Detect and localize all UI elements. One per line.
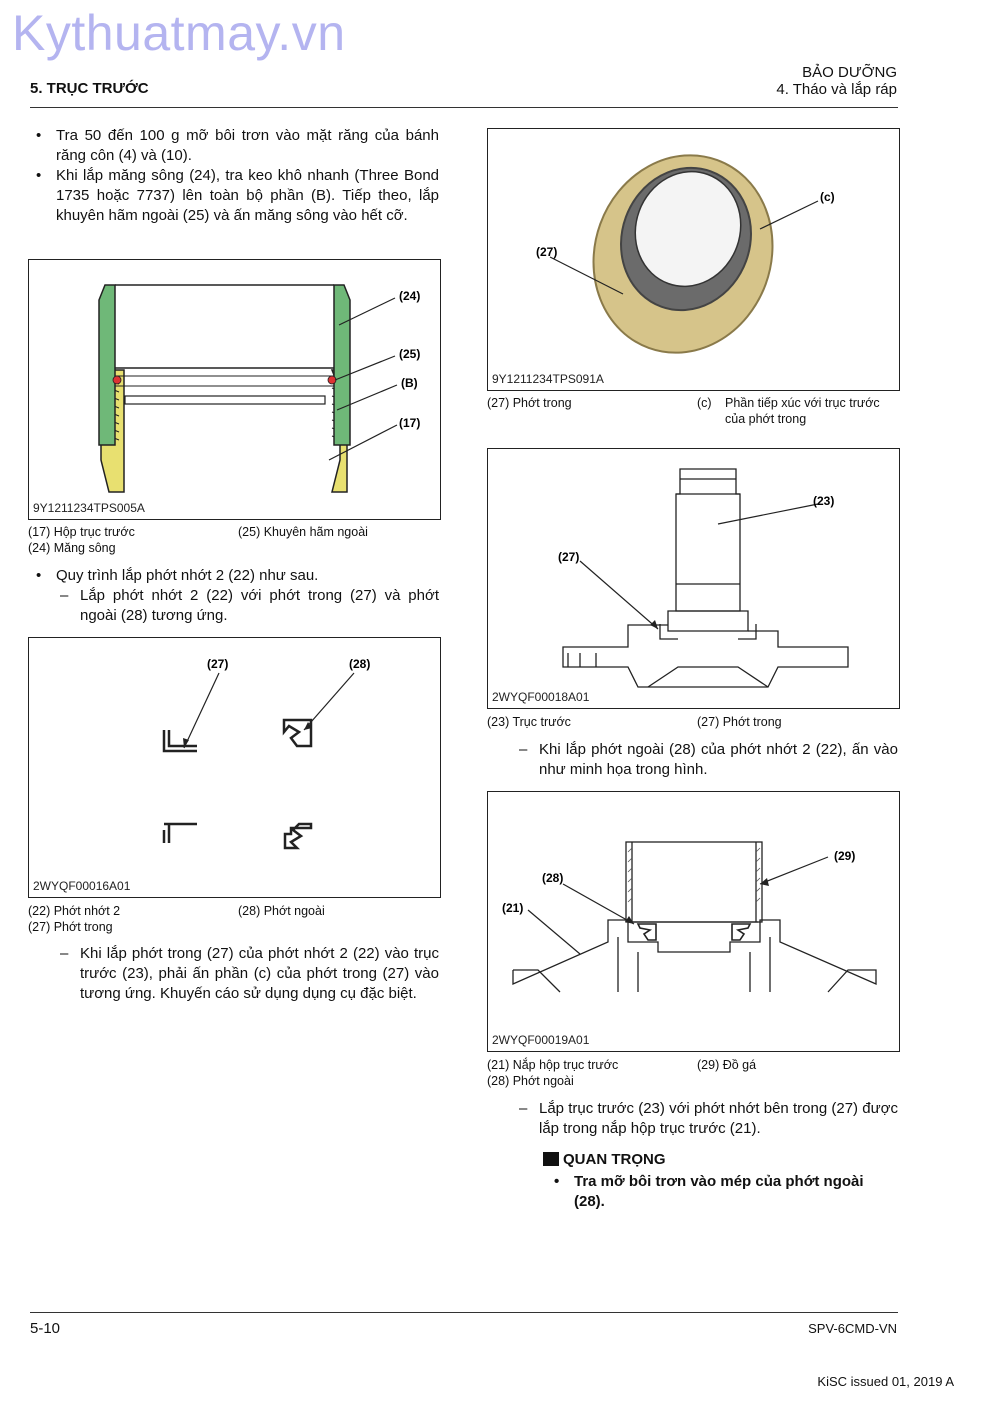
subchapter-title: 4. Tháo và lắp ráp [776, 81, 897, 98]
label-24: (24) [399, 289, 421, 303]
bullet-list-1 [30, 126, 439, 226]
label-28: (28) [349, 657, 371, 671]
bullet-item: • Khi lắp măng sông (24), tra keo khô nhanh (Three Bond 1735 hoặc 7737) lên toàn bộ phần (B). Tiếp theo, lắp khuyên hãm ngoài (25) và ấn măng sông vào hết cỡ. [36, 167, 439, 224]
dash-item: – Lắp trục trước (23) với phớt nhớt bên trong (27) được lắp trong nắp hộp trục trước (21). [519, 1100, 898, 1137]
issue-info: KiSC issued 01, 2019 A [817, 1374, 954, 1389]
caption-23: (23) Trục trước [487, 715, 571, 729]
document-code: SPV-6CMD-VN [808, 1321, 897, 1336]
outer-seal-install-diagram [488, 792, 899, 1051]
front-axle-diagram [488, 449, 899, 708]
important-bullet: • Tra mỡ bôi trơn vào mép của phớt ngoài (28). [554, 1173, 864, 1210]
header-rule [30, 107, 898, 108]
sleeve-diagram [29, 260, 440, 519]
label-23: (23) [813, 494, 835, 508]
dash-item-3 [513, 740, 898, 780]
bullet-item: • Quy trình lắp phớt nhớt 2 (22) như sau. [36, 567, 319, 584]
bullet-item: • Tra 50 đến 100 g mỡ bôi trơn vào mặt răng của bánh răng côn (4) và (10). [36, 127, 439, 164]
inner-seal-photo [488, 129, 899, 390]
dash-item: – Khi lắp phớt trong (27) của phớt nhớt 2 (22) vào trục trước (23), phải ấn phần (c) của phớt trong (27) vào tương ứng. Khuyến cáo sử dụng dụng cụ đặc biệt. [60, 945, 439, 1002]
label-17: (17) [399, 416, 421, 430]
figure-sleeve-assembly [28, 259, 441, 520]
caption-27: (27) Phớt trong [697, 715, 782, 729]
page-number: 5-10 [30, 1320, 61, 1337]
caption-22: (22) Phớt nhớt 2 [28, 904, 121, 918]
caption-17: (17) Hộp trục trước [28, 525, 135, 539]
watermark: Kythuatmay.vn [12, 5, 346, 61]
caption-c-key: (c) [697, 396, 712, 410]
figure-code: 2WYQF00016A01 [33, 879, 131, 893]
section-title: 5. TRỤC TRƯỚC [30, 80, 149, 97]
figure-code: 2WYQF00019A01 [492, 1033, 590, 1047]
figure-code: 9Y1211234TPS091A [492, 372, 604, 386]
caption-27: (27) Phớt trong [487, 396, 572, 410]
label-25: (25) [399, 347, 421, 361]
dash-item: – Lắp phớt nhớt 2 (22) với phớt trong (27) và phớt ngoài (28) tương ứng. [60, 587, 439, 624]
figure-outer-seal-install [487, 791, 900, 1052]
important-icon [543, 1152, 559, 1166]
dash-item: – Khi lắp phớt ngoài (28) của phớt nhớt 2 (22), ấn vào như minh họa trong hình. [519, 741, 898, 778]
label-b: (B) [401, 376, 418, 390]
figure-code: 2WYQF00018A01 [492, 690, 590, 704]
important-item [548, 1172, 898, 1212]
important-note [543, 1151, 666, 1168]
seal-parts-diagram [29, 638, 440, 897]
label-21: (21) [502, 901, 524, 915]
figure-front-axle [487, 448, 900, 709]
dash-item-4 [513, 1099, 898, 1139]
figure-seal-parts [28, 637, 441, 898]
caption-28: (28) Phớt ngoài [487, 1074, 574, 1088]
caption-25: (25) Khuyên hãm ngoài [238, 525, 368, 539]
figure-code: 9Y1211234TPS005A [33, 501, 145, 515]
caption-24: (24) Măng sông [28, 541, 116, 555]
footer-rule [30, 1312, 898, 1313]
label-27: (27) [536, 245, 558, 259]
label-28: (28) [542, 871, 564, 885]
figure-inner-seal-photo [487, 128, 900, 391]
caption-21: (21) Nắp hộp trục trước [487, 1058, 619, 1072]
caption-29: (29) Đồ gá [697, 1058, 757, 1072]
label-27: (27) [207, 657, 229, 671]
caption-c: Phần tiếp xúc với trục trước của phớt trong [725, 396, 880, 426]
bullet-list-2 [30, 566, 439, 626]
caption-27: (27) Phớt trong [28, 920, 113, 934]
chapter-title: BẢO DƯỠNG [802, 64, 897, 81]
label-27: (27) [558, 550, 580, 564]
label-c: (c) [820, 190, 835, 204]
dash-item-2 [54, 944, 439, 1004]
caption-28: (28) Phớt ngoài [238, 904, 325, 918]
label-29: (29) [834, 849, 856, 863]
important-title: QUAN TRỌNG [563, 1151, 666, 1168]
